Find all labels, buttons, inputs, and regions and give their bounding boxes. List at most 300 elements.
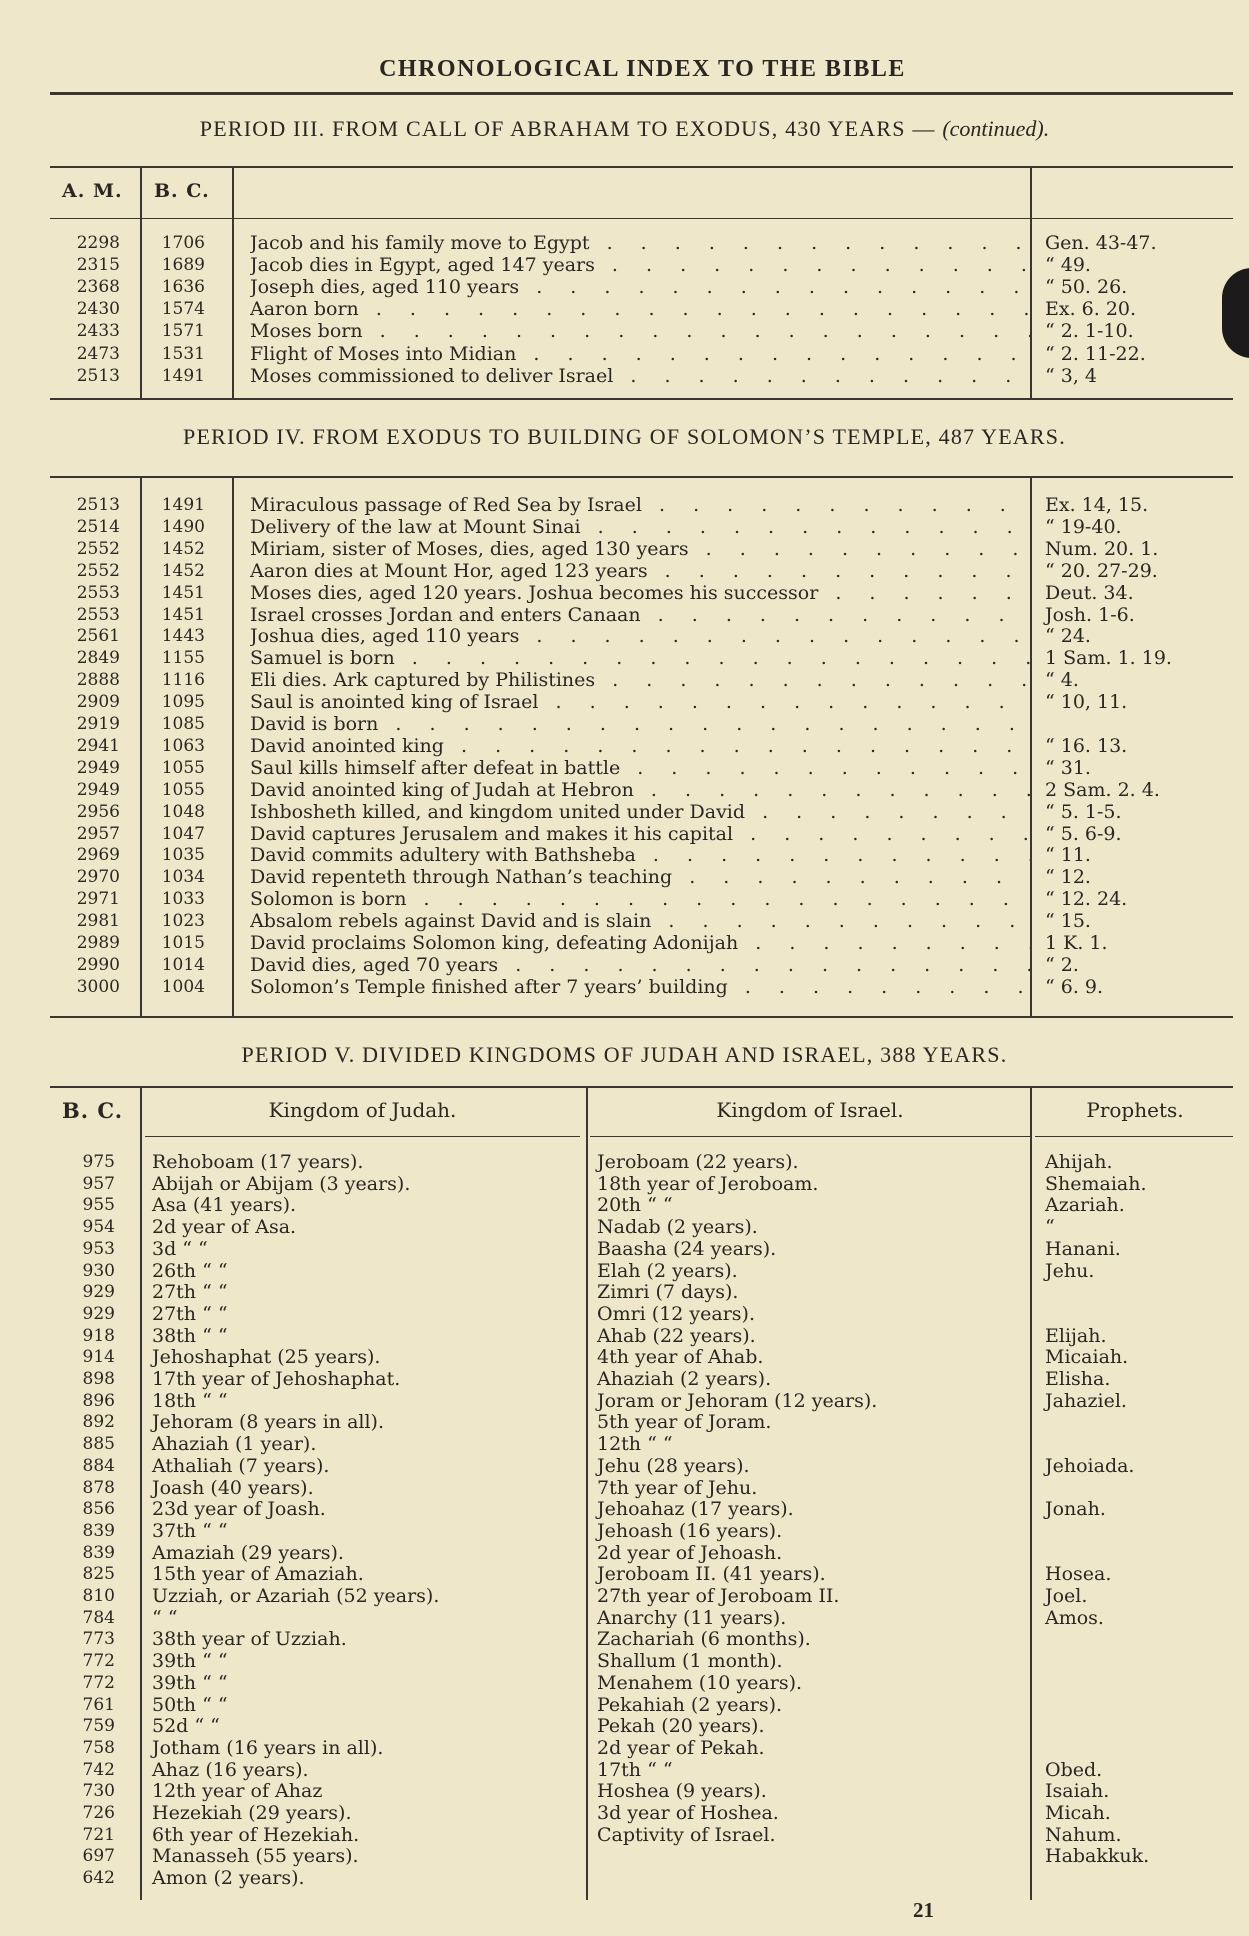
am-cell: 2989	[76, 933, 120, 953]
am-cell: 2298	[76, 233, 120, 253]
prophets-header: Prophets.	[1086, 1098, 1184, 1122]
israel-cell: 20th “ “	[597, 1194, 673, 1217]
bc-cell: 726	[82, 1803, 115, 1823]
period3-title-text: PERIOD III. FROM CALL OF ABRAHAM TO EXODUS, 430 YEARS —	[199, 116, 936, 141]
table-row	[0, 779, 1249, 801]
table-row	[0, 1695, 1249, 1717]
table-row	[0, 801, 1249, 823]
ref-cell: “ 16. 13.	[1045, 734, 1128, 757]
israel-cell: 5th year of Joram.	[597, 1411, 772, 1434]
table-row	[0, 844, 1249, 866]
bc-cell: 697	[82, 1846, 115, 1867]
am-cell: 2909	[76, 692, 120, 713]
event-cell: Miraculous passage of Red Sea by Israel . . .	[250, 494, 1030, 516]
event-cell: David dies, aged 70 years . . .	[250, 954, 1030, 976]
ref-cell: 1 K. 1.	[1045, 932, 1108, 954]
judah-cell: 38th “ “	[152, 1324, 228, 1347]
israel-cell: Jehoahaz (17 years).	[597, 1498, 794, 1521]
israel-cell: Jehu (28 years).	[597, 1454, 750, 1477]
table-row	[0, 604, 1249, 626]
israel-cell: 17th “ “	[597, 1758, 673, 1781]
period3-top-rule	[50, 166, 1233, 168]
event-cell: Eli dies. Ark captured by Philistines . . .	[250, 669, 1030, 691]
table-row	[0, 538, 1249, 560]
am-cell: 2553	[76, 582, 120, 603]
bc-cell: 839	[82, 1542, 115, 1563]
bc-cell: 1452	[161, 538, 205, 559]
israel-cell: Ahab (22 years).	[597, 1324, 756, 1347]
israel-cell: 2d year of Pekah.	[597, 1736, 765, 1759]
table-row	[0, 1326, 1249, 1348]
bc-cell: 957	[82, 1173, 115, 1194]
ref-cell: Gen. 43-47.	[1045, 232, 1157, 254]
bc-cell: 1155	[161, 648, 205, 669]
bc-cell: 1095	[161, 692, 205, 713]
ref-cell: Num. 20. 1.	[1045, 537, 1159, 560]
bc-cell: 1085	[161, 714, 205, 734]
table-row	[0, 343, 1249, 365]
bc-cell: 1015	[161, 933, 205, 953]
prophet-cell: Hanani.	[1045, 1237, 1121, 1260]
ref-cell: “ 10, 11.	[1045, 691, 1128, 714]
bc-cell: 1035	[161, 845, 205, 866]
page-number: 21	[913, 1898, 934, 1922]
bc-cell: 898	[82, 1369, 115, 1389]
israel-cell: 4th year of Ahab.	[597, 1346, 764, 1369]
period3-head-rule	[50, 218, 1233, 219]
table-row	[0, 1239, 1249, 1261]
israel-cell: Jeroboam (22 years).	[597, 1151, 799, 1173]
israel-cell: 27th year of Jeroboam II.	[597, 1585, 840, 1607]
event-cell: David anointed king of Judah at Hebron . . .	[250, 779, 1030, 801]
event-cell: David commits adultery with Bathsheba . . .	[250, 844, 1030, 866]
judah-cell: Jehoshaphat (25 years).	[152, 1346, 381, 1369]
table-row	[0, 1261, 1249, 1283]
judah-cell: 26th “ “	[152, 1259, 228, 1282]
ref-cell: “ 15.	[1045, 910, 1091, 933]
judah-cell: Rehoboam (17 years).	[152, 1151, 364, 1173]
prophet-cell: Jehu.	[1045, 1259, 1095, 1282]
event-cell: Jacob and his family move to Egypt . . .	[250, 232, 1030, 254]
bc-cell: 884	[82, 1455, 115, 1476]
am-cell: 2990	[76, 954, 120, 975]
event-cell: Moses commissioned to deliver Israel . . .	[250, 365, 1030, 387]
ref-cell: Deut. 34.	[1045, 581, 1134, 604]
ref-cell: “ 4.	[1045, 669, 1079, 692]
bc-cell: 1063	[161, 735, 205, 756]
judah-cell: Amaziah (29 years).	[152, 1541, 344, 1564]
am-header: A. M.	[62, 180, 123, 202]
judah-cell: Abijah or Abijam (3 years).	[152, 1172, 411, 1195]
judah-cell: 39th “ “	[152, 1650, 228, 1673]
judah-cell: Joash (40 years).	[152, 1476, 314, 1499]
event-cell: Joshua dies, aged 110 years . . .	[250, 625, 1030, 647]
period5-head-rule-1	[145, 1136, 580, 1137]
bc-cell: 730	[82, 1781, 115, 1802]
israel-cell: Captivity of Israel.	[597, 1823, 776, 1846]
prophet-cell: Isaiah.	[1045, 1780, 1110, 1803]
bc-cell: 1047	[161, 823, 205, 844]
table-row	[0, 1629, 1249, 1651]
table-row	[0, 866, 1249, 888]
ref-cell: “ 20. 27-29.	[1045, 559, 1158, 582]
period5-title: PERIOD V. DIVIDED KINGDOMS OF JUDAH AND ISRAEL, 388 YEARS.	[241, 1042, 1008, 1067]
ref-cell: “ 50. 26.	[1045, 276, 1128, 299]
am-cell: 2849	[76, 648, 120, 669]
bc-cell: 953	[82, 1238, 115, 1259]
table-row	[0, 516, 1249, 538]
p5-bc-header: B. C.	[62, 1098, 124, 1123]
israel-cell: Hoshea (9 years).	[597, 1780, 767, 1803]
ref-cell: “ 2.	[1045, 953, 1079, 976]
table-row	[0, 1391, 1249, 1413]
prophet-cell: Jonah.	[1045, 1498, 1106, 1521]
israel-cell: Joram or Jehoram (12 years).	[597, 1389, 878, 1412]
event-cell: Aaron dies at Mount Hor, aged 123 years . . .	[250, 560, 1030, 582]
israel-cell: Jehoash (16 years).	[597, 1519, 783, 1542]
bc-cell: 1636	[161, 277, 205, 298]
period4-title: PERIOD IV. FROM EXODUS TO BUILDING OF SOLOMON’S TEMPLE, 487 YEARS.	[183, 424, 1066, 449]
am-cell: 2473	[76, 343, 120, 364]
judah-cell: 27th “ “	[152, 1302, 228, 1325]
bc-cell: 1452	[161, 560, 205, 581]
bc-cell: 759	[82, 1716, 115, 1737]
am-cell: 2433	[76, 321, 120, 342]
judah-cell: 39th “ “	[152, 1671, 228, 1694]
table-row	[0, 1781, 1249, 1803]
table-row	[0, 276, 1249, 298]
bc-cell: 1116	[161, 670, 205, 691]
ref-cell: Ex. 6. 20.	[1045, 298, 1137, 321]
table-row	[0, 625, 1249, 647]
table-row	[0, 1868, 1249, 1890]
prophet-cell: Obed.	[1045, 1758, 1103, 1781]
ref-cell: “ 12. 24.	[1045, 888, 1128, 911]
table-row	[0, 1347, 1249, 1369]
israel-cell: Zachariah (6 months).	[597, 1628, 811, 1651]
event-cell: David captures Jerusalem and makes it his capital . . .	[250, 823, 1030, 845]
table-row	[0, 1521, 1249, 1543]
israel-cell: Pekah (20 years).	[597, 1715, 765, 1738]
table-row	[0, 1803, 1249, 1825]
bc-cell: 1491	[161, 365, 205, 386]
bc-cell: 1451	[161, 582, 205, 603]
event-cell: Miriam, sister of Moses, dies, aged 130 years . . .	[250, 538, 1030, 560]
table-row	[0, 1564, 1249, 1586]
ref-cell: “ 24.	[1045, 625, 1091, 648]
am-cell: 2315	[76, 255, 120, 276]
event-cell: Joseph dies, aged 110 years . . .	[250, 276, 1030, 298]
event-cell: Flight of Moses into Midian . . .	[250, 343, 1030, 365]
table-row	[0, 365, 1249, 387]
ref-cell: Ex. 14, 15.	[1045, 494, 1149, 516]
table-row	[0, 1282, 1249, 1304]
table-row	[0, 735, 1249, 757]
period4-top-rule	[50, 476, 1233, 478]
prophet-cell: Micah.	[1045, 1802, 1111, 1824]
prophet-cell: “	[1045, 1216, 1055, 1239]
judah-cell: 38th year of Uzziah.	[152, 1628, 347, 1651]
judah-cell: Ahaz (16 years).	[152, 1758, 309, 1781]
table-row	[0, 823, 1249, 845]
am-cell: 2970	[76, 867, 120, 888]
period5-head-rule-2	[590, 1136, 1030, 1137]
period3-title	[0, 116, 1249, 142]
table-row	[0, 713, 1249, 735]
table-row	[0, 1499, 1249, 1521]
bc-cell: 1034	[161, 867, 205, 888]
ref-cell: “ 2. 1-10.	[1045, 320, 1134, 343]
prophet-cell: Habakkuk.	[1045, 1845, 1150, 1868]
prophet-cell: Jahaziel.	[1045, 1389, 1127, 1412]
table-row	[0, 1478, 1249, 1500]
israel-cell: Ahaziah (2 years).	[597, 1368, 772, 1390]
prophet-cell: Elijah.	[1045, 1324, 1107, 1347]
bc-cell: 761	[82, 1694, 115, 1715]
bc-cell: 856	[82, 1499, 115, 1520]
table-row	[0, 1217, 1249, 1239]
event-cell: Israel crosses Jordan and enters Canaan . . .	[250, 604, 1030, 626]
event-cell: Delivery of the law at Mount Sinai . . .	[250, 516, 1030, 538]
bc-cell: 896	[82, 1390, 115, 1411]
table-row	[0, 232, 1249, 254]
table-row	[0, 254, 1249, 276]
bc-cell: 955	[82, 1195, 115, 1216]
bc-cell: 1048	[161, 801, 205, 822]
judah-cell: Asa (41 years).	[152, 1194, 297, 1217]
page-title: CHRONOLOGICAL INDEX TO THE BIBLE	[379, 56, 906, 82]
table-row	[0, 1195, 1249, 1217]
table-row	[0, 1456, 1249, 1478]
table-row	[0, 494, 1249, 516]
table-row	[0, 560, 1249, 582]
ref-cell: 1 Sam. 1. 19.	[1045, 647, 1172, 670]
table-row	[0, 1738, 1249, 1760]
table-row	[0, 1608, 1249, 1630]
am-cell: 2552	[76, 560, 120, 581]
am-cell: 2981	[76, 911, 120, 932]
table-row	[0, 691, 1249, 713]
prophet-cell: Azariah.	[1045, 1194, 1125, 1217]
bc-cell: 1490	[161, 516, 205, 537]
bc-cell: 975	[82, 1152, 115, 1172]
prophet-cell: Micaiah.	[1045, 1346, 1129, 1369]
judah-cell: 12th year of Ahaz	[152, 1780, 323, 1803]
bc-cell: 954	[82, 1217, 115, 1238]
table-row	[0, 1586, 1249, 1608]
am-cell: 2949	[76, 779, 120, 800]
am-cell: 2514	[76, 516, 120, 537]
bc-cell: 1531	[161, 343, 205, 364]
israel-cell: 3d year of Hoshea.	[597, 1802, 779, 1824]
table-row	[0, 647, 1249, 669]
ref-cell: Josh. 1-6.	[1045, 603, 1135, 626]
bc-cell: 1451	[161, 604, 205, 625]
israel-cell: Baasha (24 years).	[597, 1237, 777, 1260]
bc-cell: 1014	[161, 954, 205, 975]
am-cell: 2368	[76, 277, 120, 298]
israel-cell: 18th year of Jeroboam.	[597, 1172, 819, 1195]
table-row	[0, 1174, 1249, 1196]
table-row	[0, 1412, 1249, 1434]
prophet-cell: Nahum.	[1045, 1823, 1122, 1846]
am-cell: 2513	[76, 495, 120, 515]
ref-cell: “ 19-40.	[1045, 515, 1122, 538]
ref-cell: 2 Sam. 2. 4.	[1045, 778, 1160, 801]
judah-cell: 50th “ “	[152, 1693, 228, 1716]
bc-cell: 1571	[161, 321, 205, 342]
table-row	[0, 298, 1249, 320]
am-cell: 2561	[76, 626, 120, 647]
event-cell: Absalom rebels against David and is slain . . .	[250, 910, 1030, 932]
am-cell: 2969	[76, 845, 120, 866]
event-cell: Moses born . . .	[250, 320, 1030, 342]
table-row	[0, 976, 1249, 998]
judah-cell: Hezekiah (29 years).	[152, 1802, 352, 1824]
bc-cell: 1443	[161, 626, 205, 647]
judah-cell: Ahaziah (1 year).	[152, 1433, 317, 1456]
bc-cell: 929	[82, 1282, 115, 1303]
judah-cell: 52d “ “	[152, 1715, 220, 1738]
period5-top-rule	[50, 1086, 1233, 1088]
table-row	[0, 1825, 1249, 1847]
bc-cell: 810	[82, 1586, 115, 1606]
event-cell: Solomon is born . . .	[250, 888, 1030, 910]
israel-cell: Omri (12 years).	[597, 1302, 756, 1325]
judah-cell: 37th “ “	[152, 1519, 228, 1542]
israel-cell: Menahem (10 years).	[597, 1671, 803, 1694]
israel-cell: Elah (2 years).	[597, 1259, 738, 1282]
bc-cell: 721	[82, 1824, 115, 1845]
israel-cell: Pekahiah (2 years).	[597, 1693, 783, 1716]
bc-cell: 1574	[161, 299, 205, 320]
table-row	[0, 757, 1249, 779]
ref-cell: “ 49.	[1045, 254, 1091, 277]
israel-cell: Shallum (1 month).	[597, 1650, 783, 1673]
bc-cell: 784	[82, 1607, 115, 1628]
judah-cell: Jehoram (8 years in all).	[152, 1411, 385, 1434]
israel-cell: 12th “ “	[597, 1433, 673, 1456]
table-row	[0, 1651, 1249, 1673]
bc-cell: 825	[82, 1564, 115, 1585]
bc-cell: 885	[82, 1434, 115, 1455]
judah-cell: Manasseh (55 years).	[152, 1845, 359, 1868]
prophet-cell: Elisha.	[1045, 1368, 1111, 1390]
judah-cell: “ “	[152, 1606, 178, 1629]
prophet-cell: Ahijah.	[1045, 1151, 1113, 1173]
event-cell: David proclaims Solomon king, defeating Adonijah . . .	[250, 932, 1030, 954]
bc-cell: 772	[82, 1672, 115, 1693]
prophet-cell: Joel.	[1045, 1585, 1088, 1607]
bc-cell: 642	[82, 1868, 115, 1889]
israel-cell: Anarchy (11 years).	[597, 1606, 787, 1629]
table-row	[0, 1716, 1249, 1738]
bc-cell: 742	[82, 1759, 115, 1780]
prophet-cell: Hosea.	[1045, 1563, 1112, 1586]
am-cell: 2956	[76, 801, 120, 822]
bc-cell: 1023	[161, 911, 205, 932]
bc-cell: 930	[82, 1260, 115, 1281]
table-row	[0, 1846, 1249, 1868]
judah-header: Kingdom of Judah.	[268, 1098, 457, 1122]
judah-cell: Jotham (16 years in all).	[152, 1736, 384, 1759]
event-cell: Saul is anointed king of Israel . . .	[250, 691, 1030, 713]
table-row	[0, 1673, 1249, 1695]
israel-cell: Jeroboam II. (41 years).	[597, 1563, 826, 1586]
judah-cell: 2d year of Asa.	[152, 1216, 297, 1239]
bc-cell: 1055	[161, 757, 205, 778]
bc-header: B. C.	[154, 180, 210, 202]
am-cell: 2941	[76, 735, 120, 756]
table-row	[0, 669, 1249, 691]
event-cell: Ishbosheth killed, and kingdom united under David . . .	[250, 801, 1030, 823]
judah-cell: Athaliah (7 years).	[152, 1454, 330, 1477]
bc-cell: 1004	[161, 976, 205, 997]
event-cell: David is born . . .	[250, 713, 1030, 735]
bc-cell: 878	[82, 1477, 115, 1498]
table-row	[0, 1434, 1249, 1456]
bc-cell: 758	[82, 1737, 115, 1758]
table-row	[0, 910, 1249, 932]
am-cell: 2957	[76, 823, 120, 844]
period5-head-rule-3	[1035, 1136, 1233, 1137]
am-cell: 2949	[76, 757, 120, 778]
event-cell: Jacob dies in Egypt, aged 147 years . . .	[250, 254, 1030, 276]
bc-cell: 1706	[161, 233, 205, 253]
bc-cell: 839	[82, 1520, 115, 1541]
table-row	[0, 932, 1249, 954]
am-cell: 2552	[76, 538, 120, 559]
judah-cell: 23d year of Joash.	[152, 1498, 326, 1521]
ref-cell: “ 31.	[1045, 756, 1091, 779]
table-row	[0, 1369, 1249, 1391]
judah-cell: 3d “ “	[152, 1237, 208, 1260]
bc-cell: 929	[82, 1303, 115, 1324]
israel-cell: Zimri (7 days).	[597, 1281, 739, 1304]
event-cell: Aaron born . . .	[250, 298, 1030, 320]
prophet-cell: Jehoiada.	[1045, 1454, 1135, 1477]
event-cell: Solomon’s Temple finished after 7 years’ building . . .	[250, 976, 1030, 998]
judah-cell: 17th year of Jehoshaphat.	[152, 1368, 401, 1390]
event-cell: Samuel is born . . .	[250, 647, 1030, 669]
table-row	[0, 954, 1249, 976]
ref-cell: “ 5. 1-5.	[1045, 800, 1122, 823]
israel-cell: 2d year of Jehoash.	[597, 1541, 783, 1564]
bc-cell: 1689	[161, 255, 205, 276]
am-cell: 2971	[76, 889, 120, 910]
prophet-cell: Amos.	[1045, 1606, 1104, 1629]
am-cell: 2919	[76, 714, 120, 734]
ref-cell: “ 5. 6-9.	[1045, 822, 1122, 845]
israel-cell: Nadab (2 years).	[597, 1216, 758, 1239]
ref-cell: “ 12.	[1045, 866, 1091, 889]
bc-cell: 914	[82, 1347, 115, 1368]
am-cell: 2430	[76, 299, 120, 320]
judah-cell: 15th year of Amaziah.	[152, 1563, 364, 1586]
table-row	[0, 888, 1249, 910]
am-cell: 3000	[76, 976, 120, 997]
ref-cell: “ 2. 11-22.	[1045, 342, 1146, 365]
table-row	[0, 1543, 1249, 1565]
judah-cell: 27th “ “	[152, 1281, 228, 1304]
am-cell: 2553	[76, 604, 120, 625]
bc-cell: 1033	[161, 889, 205, 910]
bc-cell: 1491	[161, 495, 205, 515]
table-row	[0, 320, 1249, 342]
bc-cell: 892	[82, 1412, 115, 1433]
period3-continued: (continued).	[942, 116, 1050, 141]
israel-header: Kingdom of Israel.	[716, 1098, 904, 1122]
